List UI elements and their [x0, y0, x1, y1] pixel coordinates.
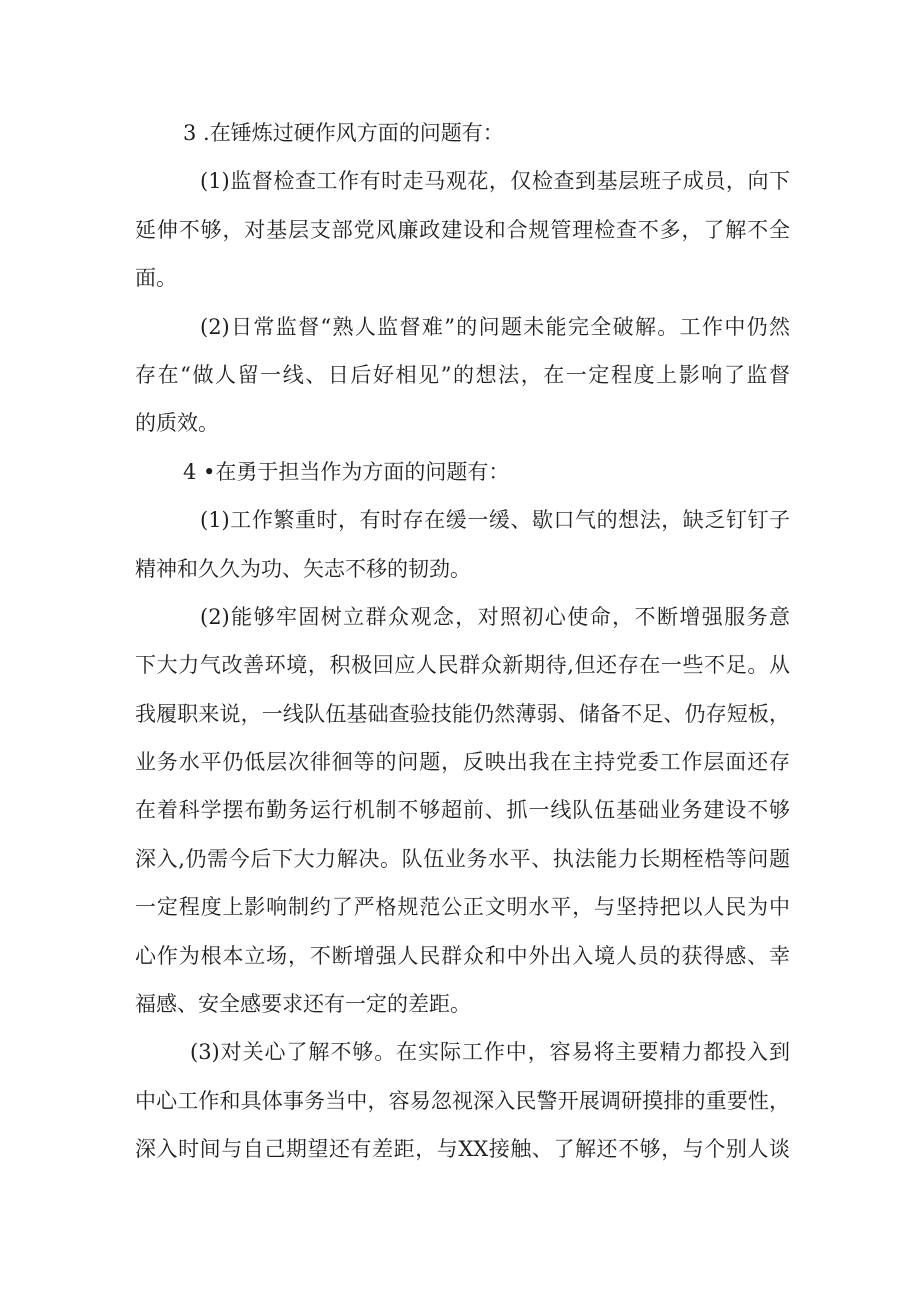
text-line: 中心工作和具体事务当中，容易忽视深入民警开展调研摸排的重要性，	[135, 1088, 790, 1113]
heading-line: 3 .在锤炼过硬作风方面的问题有：	[183, 121, 504, 145]
text-line: 在着科学摆布勤务运行机制不够超前、抓一线队伍基础业务建设不够	[135, 798, 790, 823]
paragraph-3-1	[135, 157, 790, 302]
text-line: 下大力气改善环境，积极回应人民群众新期待,但还存在一些不足。从	[135, 653, 790, 678]
section-heading-4	[135, 448, 790, 496]
text-line: (2)日常监督“熟人监督难”的问题未能完全破解。工作中仍然	[200, 314, 790, 339]
text-line: 福感、安全感要求还有一定的差距。	[135, 992, 471, 1017]
text-line: 深入,仍需今后下大力解决。队伍业务水平、执法能力长期桎梏等问题	[135, 846, 790, 871]
section-heading-3	[135, 109, 790, 157]
text-line: 心作为根本立场，不断增强人民群众和中外出入境人员的获得感、幸	[135, 943, 790, 968]
text-line: 我履职来说，一线队伍基础查验技能仍然薄弱、储备不足、仍存短板，	[135, 701, 790, 726]
text-line: 延伸不够，对基层支部党风廉政建设和合规管理检查不多，了解不全	[135, 217, 790, 242]
text-line: 面。	[135, 266, 177, 291]
paragraph-4-3	[135, 1028, 790, 1173]
text-line: (3)对关心了解不够。在实际工作中，容易将主要精力都投入到	[190, 1040, 790, 1065]
text-line: (1)工作繁重时，有时存在缓一缓、歇口气的想法，缺乏钉钉子	[200, 508, 790, 533]
document-body	[135, 109, 790, 1174]
paragraph-4-2	[135, 593, 790, 1029]
text-line: (2)能够牢固树立群众观念，对照初心使命，不断增强服务意	[200, 604, 790, 629]
text-line: 的质效。	[135, 411, 219, 436]
text-line: 深入时间与自己期望还有差距，与XX接触、了解还不够，与个别人谈	[135, 1137, 790, 1162]
text-line: 存在“做人留一线、日后好相见”的想法，在一定程度上影响了监督	[135, 362, 790, 387]
heading-line: 4 •在勇于担当作为方面的问题有：	[183, 459, 510, 484]
text-line: 精神和久久为功、矢志不移的韧劲。	[135, 556, 471, 581]
text-line: 一定程度上影响制约了严格规范公正文明水平，与坚持把以人民为中	[135, 895, 790, 920]
text-line: (1)监督检查工作有时走马观花，仅检查到基层班子成员，向下	[200, 169, 790, 194]
paragraph-3-2	[135, 303, 790, 448]
paragraph-4-1	[135, 496, 790, 593]
text-line: 业务水平仍低层次徘徊等的问题，反映出我在主持党委工作层面还存	[135, 750, 790, 775]
